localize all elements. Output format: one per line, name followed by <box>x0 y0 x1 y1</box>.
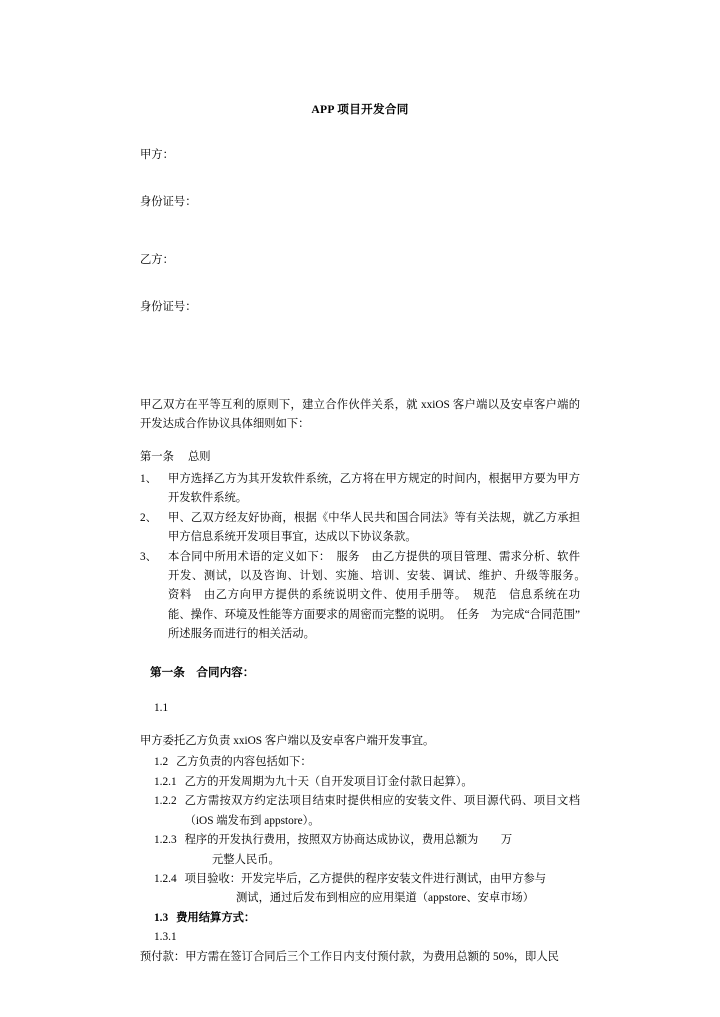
section-1-1-label: 1.1 <box>154 701 169 714</box>
list-item-text: 甲方选择乙方为其开发软件系统，乙方将在甲方规定的时间内，根据甲方要为甲方开发软件系统。 <box>168 472 580 505</box>
article-one-number: 第一条 <box>140 451 174 464</box>
list-item-marker: 1.2 <box>154 756 169 769</box>
fee-sub-marker: 1.3.1 <box>154 931 177 944</box>
field-party-a-id: 身份证号： <box>140 196 197 209</box>
list-item-1-2-3 <box>140 831 580 850</box>
preamble-paragraph: 甲乙双方在平等互利的原则下，建立合作伙伴关系，就 xxiOS 客户端以及安卓客户端的开发达成合作协议具体细则如下： <box>140 398 580 431</box>
list-item-marker: 1.2.2 <box>154 795 177 808</box>
spacer <box>140 241 580 251</box>
field-party-b-id: 身份证号： <box>140 301 197 314</box>
article-one-list <box>140 470 592 645</box>
list-item-1-2-1 <box>140 773 580 792</box>
list-item-marker: 1.2.3 <box>154 834 177 847</box>
article-one-title: 总则 <box>188 451 211 464</box>
page-title: APP 项目开发合同 <box>311 103 409 116</box>
fee-settlement-heading <box>140 909 580 928</box>
list-item-1-2-4-continuation: 测试，通过后发布到相应的应用渠道（appstore、安卓市场） <box>236 892 535 905</box>
fee-heading-text: 费用结算方式： <box>176 911 256 924</box>
list-item-text: 乙方需按双方约定法项目结束时提供相应的安装文件、项目源代码、项目文档（iOS 端发布到 appstore）。 <box>184 795 580 827</box>
fee-paragraph: 预付款：甲方需在签订合同后三个工作日内支付预付款，为费用总额的 50%，即人民 <box>140 950 559 963</box>
list-item-1-2 <box>140 753 580 772</box>
article-two-heading: 第一条 合同内容： <box>150 665 255 679</box>
field-party-b: 乙方： <box>140 253 174 266</box>
document-body <box>140 100 592 969</box>
list-item-1-2-2 <box>140 792 580 831</box>
list-item-marker: 1.2.1 <box>154 775 177 788</box>
list-item-text: 本合同中所用术语的定义如下： 服务 由乙方提供的项目管理、需求分析、软件开发、测试，以及咨询、计划、实施、培训、安装、调试、维护、升级等服务。 资料 由乙方向甲方提供的系统说明文件、使用手册等。 规范 信息系统在功能、操作、环境及性能等方面要求的周密而完整的说明。 任务 为完成“合同范围”所述服务而进行的相关活动。 <box>168 550 592 641</box>
entrust-paragraph: 甲方委托乙方负责 xxiOS 客户端以及安卓客户端开发事宜。 <box>140 735 435 748</box>
article-one-heading <box>140 448 580 467</box>
list-item-1-2-4 <box>140 870 580 889</box>
list-item-text: 乙方的开发周期为九十天（自开发项目订金付款日起算）。 <box>184 775 473 788</box>
fee-heading-marker: 1.3 <box>154 911 169 924</box>
list-item-text: 项目验收：开发完毕后，乙方提供的程序安装文件进行测试，由甲方参与 <box>184 873 547 885</box>
list-item <box>140 509 580 548</box>
list-item-marker: 2、 <box>140 511 157 524</box>
field-party-a: 甲方： <box>140 148 174 161</box>
list-item-marker: 1、 <box>140 472 157 485</box>
list-item-1-2-3-continuation: 元整人民币。 <box>212 853 280 866</box>
list-item-marker: 1.2.4 <box>154 873 177 885</box>
spacer-large <box>140 344 580 396</box>
list-item <box>140 470 580 509</box>
list-item-text: 乙方负责的内容包括如下： <box>176 756 312 769</box>
list-item-text: 甲、乙双方经友好协商，根据《中华人民共和国合同法》等有关法规，就乙方承担甲方信息系统开发项目事宜，达成以下协议条款。 <box>168 511 580 544</box>
list-item <box>140 548 592 645</box>
list-item-marker: 3、 <box>140 550 157 563</box>
list-item-text: 程序的开发执行费用，按照双方协商达成协议，费用总额为 万 <box>184 834 513 847</box>
